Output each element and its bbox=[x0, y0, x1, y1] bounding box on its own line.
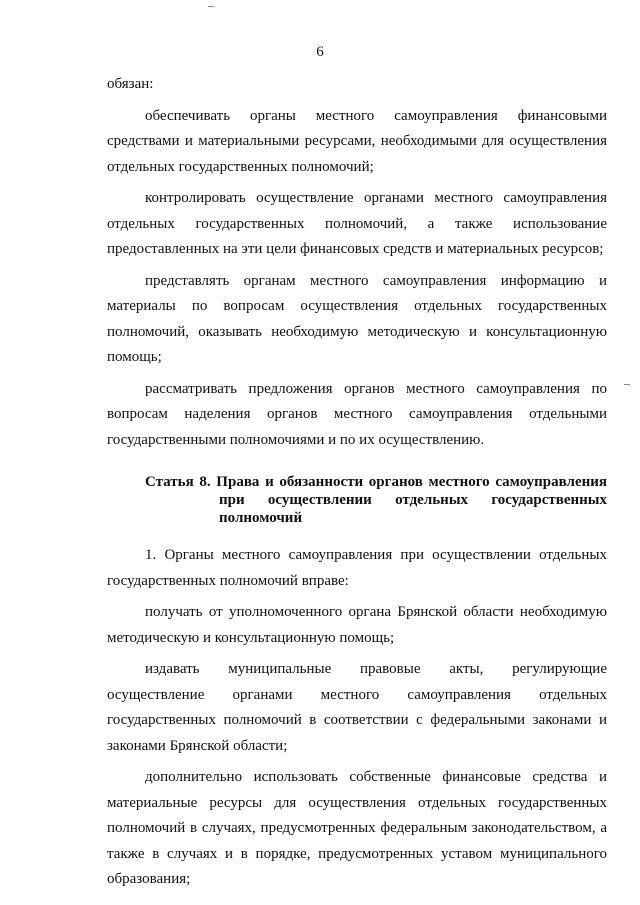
paragraph: дополнительно использовать собственные финансовые средства и материальные ресурсы для осуществления отдельных государственных полномочий в случаях, предусмотренных федеральным законодательством, а также в случаях и в порядке, предусмотренных уставом муниципального образования; bbox=[107, 769, 607, 887]
scan-mark bbox=[208, 6, 214, 7]
paragraph: получать от уполномоченного органа Брянской области необходимую методическую и консультационную помощь; bbox=[107, 604, 607, 646]
paragraph: рассматривать предложения органов местного самоуправления по вопросам наделения органов местного самоуправления отдельными государственными полномочиями и по их осуществлению. bbox=[107, 380, 607, 448]
paragraph: 1. Органы местного самоуправления при осуществлении отдельных государственных полномочий вправе: bbox=[107, 547, 607, 589]
paragraph: обеспечивать органы местного самоуправления финансовыми средствами и материальными ресурсами, необходимыми для осуществления отдельных государственных полномочий; bbox=[107, 107, 607, 175]
paragraph: обязан: bbox=[107, 76, 154, 92]
scan-mark bbox=[624, 384, 630, 385]
article-heading-line: при осуществлении отдельных государственных bbox=[219, 492, 607, 508]
paragraph: контролировать осуществление органами местного самоуправления отдельных государственных полномочий, а также использование предоставленных на эти цели финансовых средств и материальных ресурсов; bbox=[107, 190, 607, 257]
article-heading-line: полномочий bbox=[219, 510, 303, 526]
article-heading-line: Статья 8. Права и обязанности органов местного самоуправления bbox=[145, 474, 607, 490]
paragraph: издавать муниципальные правовые акты, регулирующие осуществление органами местного самоуправления отдельных государственных полномочий в соответствии с федеральными законами и законами Брянской области; bbox=[107, 661, 607, 754]
page-number: 6 bbox=[316, 44, 324, 60]
paragraph: представлять органам местного самоуправления информацию и материалы по вопросам осуществления отдельных государственных полномочий, оказывать необходимую методическую и консультационную помощь; bbox=[107, 272, 607, 365]
document-body bbox=[107, 72, 607, 899]
article-heading bbox=[107, 473, 607, 527]
